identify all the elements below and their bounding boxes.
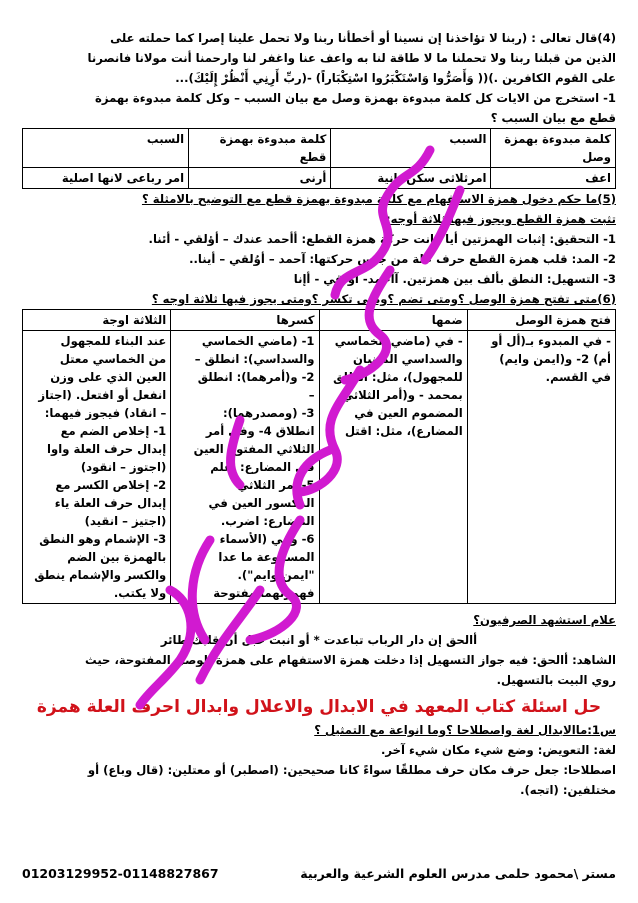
list-item: 2- المد: قلب همزة القطع حرف علة من جنس حركتها: آحمد – أوُلقي – أينا.. bbox=[189, 252, 616, 266]
table-cell: اعف bbox=[491, 168, 616, 189]
list-item: 3- التسهيل: النطق بألف بين همزتين. آأحمد- أؤلقي - أإنا bbox=[293, 272, 616, 286]
poetry-verse: أالحق إن دار الرباب تباعدت * أو انبت حبل أن قلبك طائر bbox=[160, 633, 478, 647]
table-cell: 1- (ماضي الخماسي والسداسي): انطلق – 2- و(أمرهما): انطلق – 3- (ومصدرهما): انطلاق 4- وفي أمر الثلاثي المفتوح العين في المضارع: اعلم 5- أمر الثلاثي المكسور العين في المضارع: اضرب. 6- وفي (الأسماء المسموعة ما عدا "ايمن وايم"). فهمزتهما مفتوحة bbox=[171, 331, 319, 604]
table-header-cell: فتح همزة الوصل bbox=[467, 310, 615, 331]
table-header-cell: السبب bbox=[331, 129, 491, 168]
hamzat-wasl-table bbox=[22, 309, 616, 604]
question-1-block bbox=[22, 720, 616, 800]
question-subtitle: تثبت همزة القطع ويجوز فيها ثلاثة أوجه: bbox=[386, 212, 616, 226]
table-header-cell: كلمة مبدوءة بهمزة قطع bbox=[189, 129, 331, 168]
table-cell: - في المبدوء بـ(أل أو أم) 2- و(ايمن وايم) في القسم. bbox=[467, 331, 615, 604]
table-cell: امر رباعى لانها اصلية bbox=[23, 168, 189, 189]
answer-line: اصطلاحا: جعل حرف مكان حرف مطلقًا سواءً كانا صحيحين: (اصطبر) أو معتلين: (قال وباع) أو bbox=[87, 763, 616, 777]
verse-line: (4)قال تعالى : (ربنا لا تؤاخذنا إن نسينا أو أخطأنا ربنا ولا تحمل علينا إصرا كما حملته على bbox=[110, 31, 616, 45]
instruction-line: قطع مع بيان السبب ؟ bbox=[490, 111, 616, 125]
verse-line: الذين من قبلنا ربنا ولا تحملنا ما لا طاقة لنا به واعف عنا واغفر لنا وارحمنا أنت مولانا فانصرنا bbox=[87, 51, 616, 65]
evidence-line: الشاهد: أالحق: فيه جواز التسهيل إذا دخلت همزة الاستفهام على همزة الوصل المفتوحة، حيث bbox=[85, 653, 616, 667]
table-header-cell: السبب bbox=[23, 129, 189, 168]
question-heading: (5)ما حكم دخول همزة الاستفهام مع كلمة مبدوءة بهمزة قطع مع التوضيح بالامثلة ؟ bbox=[141, 192, 616, 206]
section-title: حل اسئلة كتاب المعهد في الابدال والاعلال وابدال احرف العلة همزة bbox=[36, 697, 602, 717]
answer-line: لغة: التعويض: وضع شيء مكان شيء آخر. bbox=[380, 743, 616, 757]
question-heading: (6)متى تفتح همزة الوصل ؟ومتى تضم ؟ومتى تكسر ؟ومتى يجوز فيها ثلاثة اوجه ؟ bbox=[151, 292, 616, 306]
footer bbox=[22, 866, 616, 881]
table-cell: عند البناء للمجهول من الخماسي معتل العين الذي على وزن انفعل أو افتعل. (اجتاز – انقاد) فيجوز فيهما: 1- إخلاص الضم مع إبدال حرف العلة واوا (اجتوز – انقود) 2- إخلاص الكسر مع إبدال حرف العلة ياء (اجتيز – انقيد) 3- الإشمام وهو النطق بالهمزة بين الضم والكسر والإشمام ينطق ولا يكتب. bbox=[23, 331, 171, 604]
question-5-block bbox=[22, 189, 616, 309]
answer-line: مختلفين: (اتجه). bbox=[520, 783, 616, 797]
hamza-table bbox=[22, 128, 616, 189]
phone-numbers: 01203129952-01148827867 bbox=[22, 866, 219, 881]
instruction-line: 1- استخرج من الايات كل كلمة مبدوءة بهمزة وصل مع بيان السبب – وكل كلمة مبدوءة بهمزة bbox=[95, 91, 616, 105]
document-page bbox=[22, 28, 616, 800]
table-cell: امرثلاثى سكن ثانية bbox=[331, 168, 491, 189]
question-heading: س1:ماالابدال لغة واصطلاحا ؟وما انواعة مع التمثيل ؟ bbox=[314, 723, 616, 737]
table-cell: أرنى bbox=[189, 168, 331, 189]
verse-line: على القوم الكافرين .)(( وَأَصَرُّوا وَاسْتَكْبَرُوا اسْتِكْبَاراً) -(ربِّ أَرِنِي أَنْظُرْ إِلَيْكَ)... bbox=[175, 71, 616, 85]
table-header-cell: الثلاثة اوجة bbox=[23, 310, 171, 331]
evidence-line: روي البيت بالتسهيل. bbox=[496, 673, 616, 687]
question-heading: علام استشهد الصرفيون؟ bbox=[473, 613, 616, 627]
question-4-block bbox=[22, 28, 616, 128]
table-header-cell: ضمها bbox=[319, 310, 467, 331]
author-name: مستر \محمود حلمى مدرس العلوم الشرعية والعربية bbox=[300, 866, 616, 881]
table-cell: - في (ماضي الخماسي والسداسي المبنيان للمجهول)، مثل: انطلق بمحمد - و(أمر الثلاثي المضموم العين في المضارع)، مثل: اقتل bbox=[319, 331, 467, 604]
table-header-cell: كسرها bbox=[171, 310, 319, 331]
scholars-block bbox=[22, 610, 616, 690]
table-header-cell: كلمة مبدوءة بهمزة وصل bbox=[491, 129, 616, 168]
list-item: 1- التحقيق: إثبات الهمزتين أيا كانت حركة همزة القطع: أأحمد عندك – أؤلقي - أئنا. bbox=[148, 232, 616, 246]
